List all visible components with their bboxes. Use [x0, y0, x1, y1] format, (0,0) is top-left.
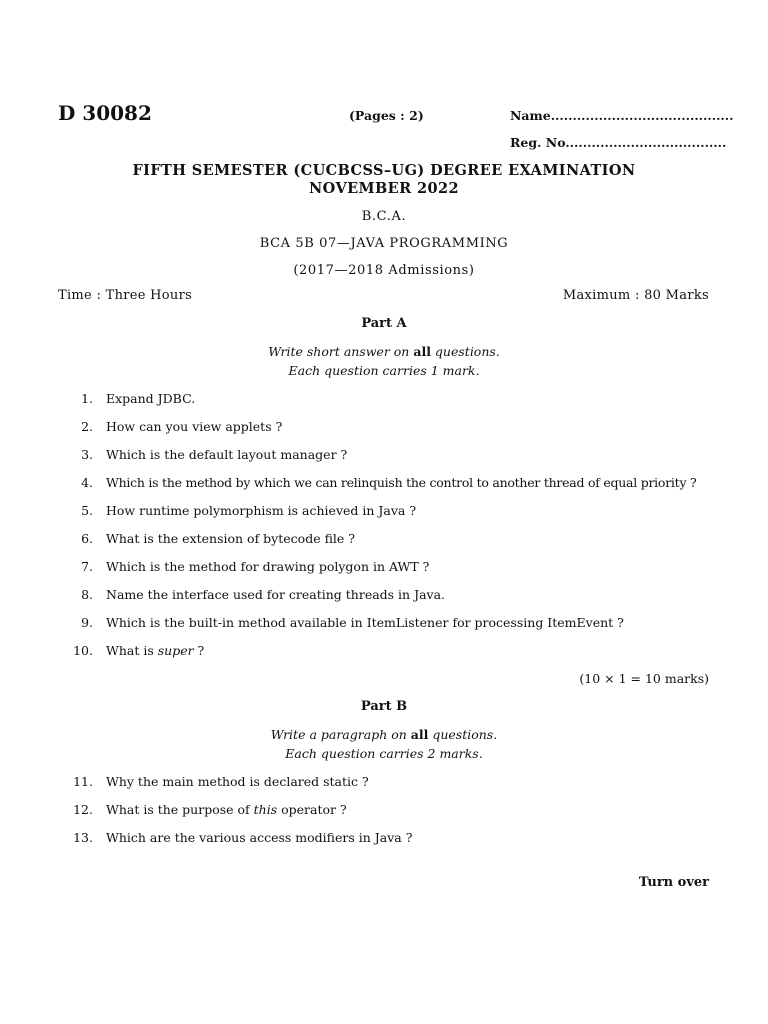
- turn-over: Turn over: [638, 875, 709, 890]
- question-item: 6. What is the extension of bytecode file ?: [81, 531, 355, 546]
- question-item: 11. Why the main method is declared static ?: [73, 774, 369, 789]
- question-item: 4. Which is the method by which we can relinquish the control to another thread of equal priority ?: [81, 475, 697, 490]
- name-field: Name..........................................: [510, 108, 734, 123]
- part-b-instruction-1: Write a paragraph on all questions.: [270, 727, 498, 742]
- part-b-instruction-2: Each question carries 2 marks.: [285, 746, 483, 761]
- paper-code: D 30082: [58, 101, 152, 125]
- page-count: (Pages : 2): [349, 108, 424, 123]
- question-item: 7. Which is the method for drawing polygon in AWT ?: [81, 559, 430, 574]
- question-item: 13. Which are the various access modifiers in Java ?: [73, 830, 413, 845]
- question-item: 10. What is super ?: [73, 643, 205, 658]
- part-b-title: Part B: [360, 699, 408, 714]
- question-item: 1. Expand JDBC.: [81, 391, 196, 406]
- question-item: 5. How runtime polymorphism is achieved in Java ?: [81, 503, 417, 518]
- max-marks: Maximum : 80 Marks: [562, 288, 709, 303]
- question-item: 2. How can you view applets ?: [81, 419, 283, 434]
- question-item: 9. Which is the built-in method available in ItemListener for processing ItemEvent ?: [81, 615, 624, 630]
- course-title: BCA 5B 07—JAVA PROGRAMMING: [259, 236, 509, 251]
- part-a-instruction-2: Each question carries 1 mark.: [288, 363, 480, 378]
- exam-time: Time : Three Hours: [58, 288, 193, 303]
- exam-title: FIFTH SEMESTER (CUCBCSS–UG) DEGREE EXAMINATION: [132, 162, 636, 179]
- part-a-instruction-1: Write short answer on all questions.: [268, 344, 500, 359]
- reg-no-field: Reg. No.....................................: [510, 135, 727, 150]
- exam-month: NOVEMBER 2022: [309, 180, 459, 197]
- time-marks-row: [58, 288, 709, 303]
- admissions: (2017—2018 Admissions): [293, 263, 475, 278]
- part-a-marks: (10 × 1 = 10 marks): [579, 671, 709, 686]
- question-item: 12. What is the purpose of this operator ?: [73, 802, 347, 817]
- question-item: 3. Which is the default layout manager ?: [81, 447, 348, 462]
- part-a-title: Part A: [361, 316, 407, 331]
- question-item: 8. Name the interface used for creating threads in Java.: [81, 587, 446, 602]
- degree: B.C.A.: [361, 209, 407, 224]
